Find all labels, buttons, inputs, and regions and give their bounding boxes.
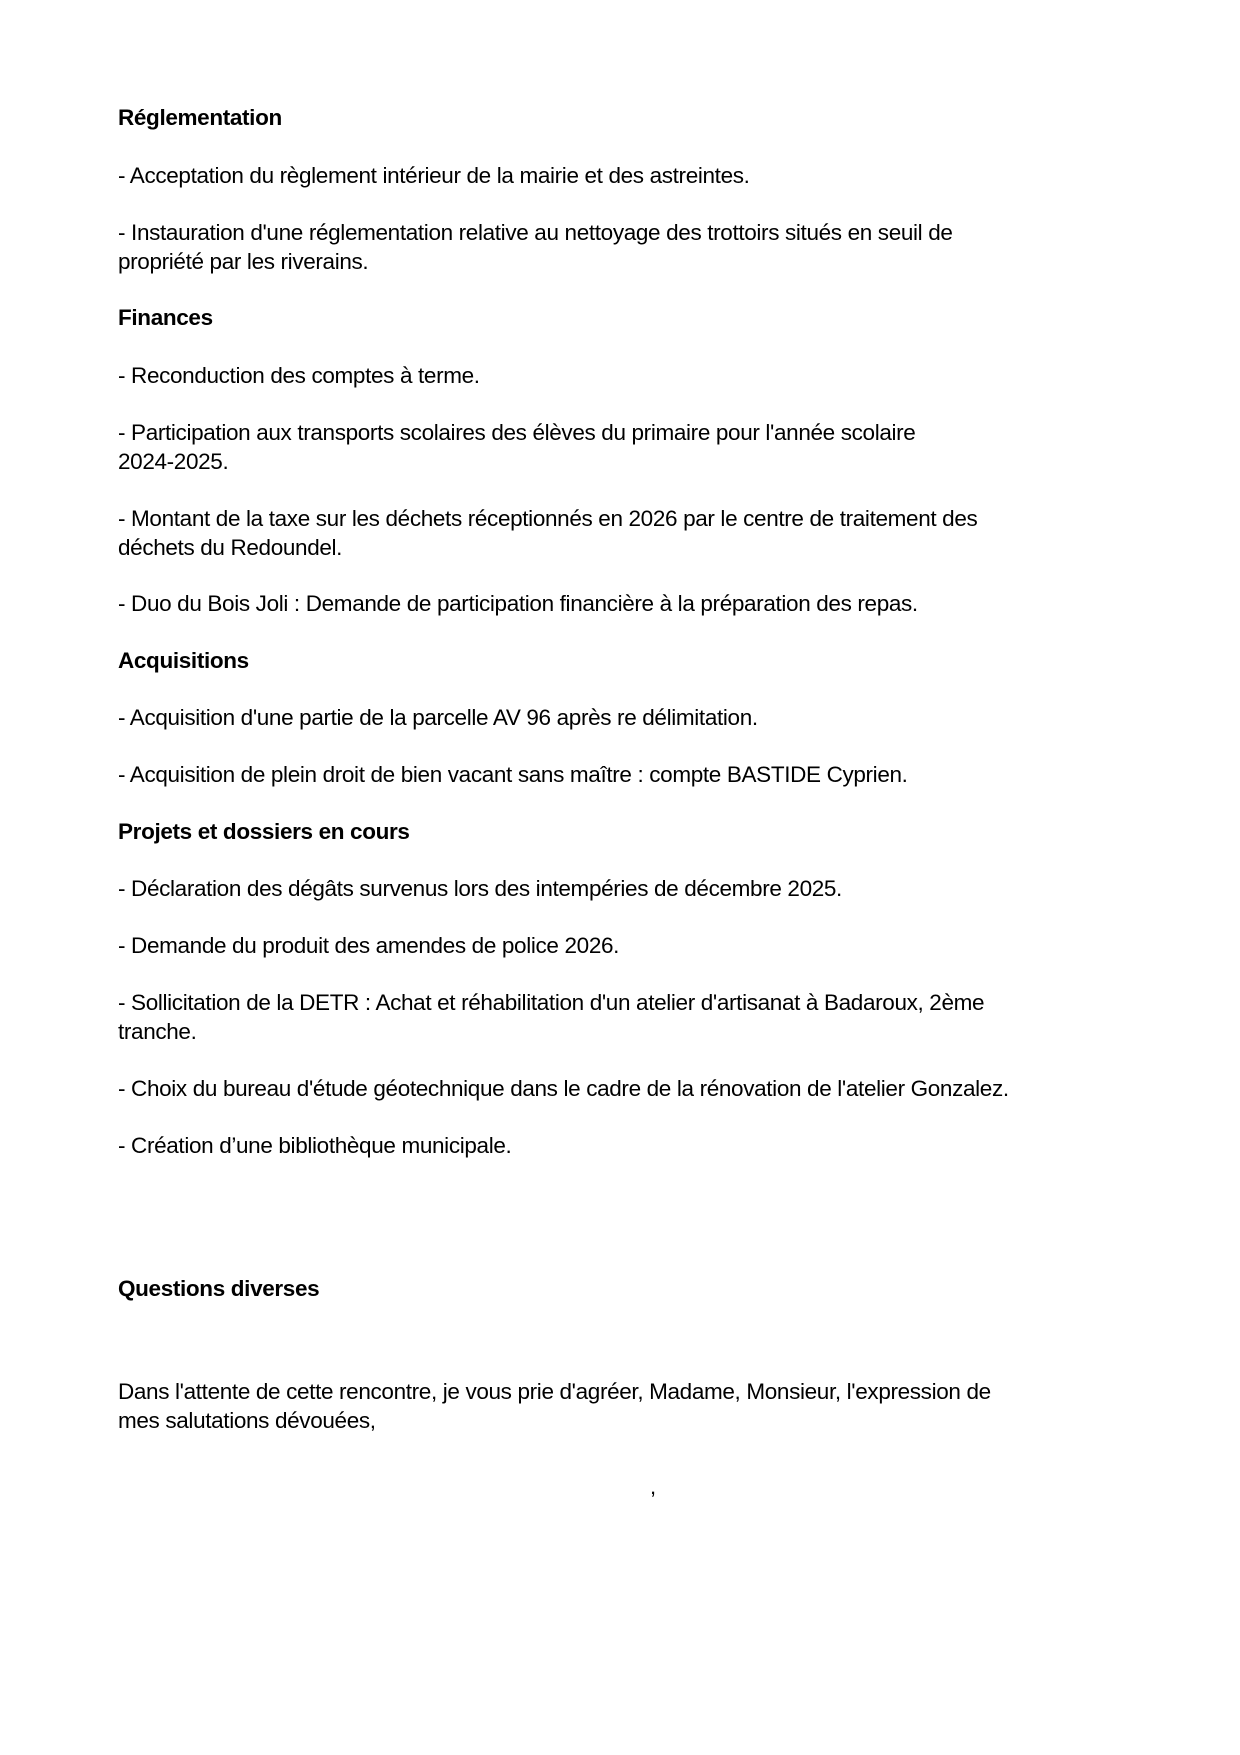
- list-item: - Déclaration des dégâts survenus lors des intempéries de décembre 2025.: [118, 876, 842, 901]
- list-item: - Instauration d'une réglementation relative au nettoyage des trottoirs situés en seuil de: [118, 220, 953, 245]
- list-item: - Montant de la taxe sur les déchets réceptionnés en 2026 par le centre de traitement des: [118, 506, 978, 531]
- section-heading-questions-diverses: Questions diverses: [118, 1276, 320, 1301]
- list-item-continuation: déchets du Redoundel.: [118, 535, 343, 560]
- list-item: - Acquisition d'une partie de la parcelle AV 96 après re délimitation.: [118, 705, 758, 730]
- list-item-continuation: 2024-2025.: [118, 449, 229, 474]
- list-item: - Participation aux transports scolaires des élèves du primaire pour l'année scolaire: [118, 420, 916, 445]
- signature-mark: ,: [650, 1474, 657, 1499]
- list-item: - Choix du bureau d'étude géotechnique dans le cadre de la rénovation de l'atelier Gonzalez.: [118, 1076, 1009, 1101]
- closing-paragraph-line: mes salutations dévouées,: [118, 1408, 376, 1433]
- list-item: - Demande du produit des amendes de police 2026.: [118, 933, 620, 958]
- section-heading-acquisitions: Acquisitions: [118, 648, 249, 673]
- list-item: - Sollicitation de la DETR : Achat et réhabilitation d'un atelier d'artisanat à Badaroux, 2ème: [118, 990, 985, 1015]
- list-item-continuation: tranche.: [118, 1019, 197, 1044]
- list-item-continuation: propriété par les riverains.: [118, 249, 369, 274]
- section-heading-finances: Finances: [118, 305, 213, 330]
- list-item: - Acceptation du règlement intérieur de la mairie et des astreintes.: [118, 163, 750, 188]
- closing-paragraph-line: Dans l'attente de cette rencontre, je vous prie d'agréer, Madame, Monsieur, l'expression de: [118, 1379, 991, 1404]
- section-heading-reglementation: Réglementation: [118, 105, 282, 130]
- list-item: - Reconduction des comptes à terme.: [118, 363, 480, 388]
- section-heading-projets: Projets et dossiers en cours: [118, 819, 410, 844]
- list-item: - Création d’une bibliothèque municipale.: [118, 1133, 512, 1158]
- list-item: - Duo du Bois Joli : Demande de participation financière à la préparation des repas.: [118, 591, 918, 616]
- list-item: - Acquisition de plein droit de bien vacant sans maître : compte BASTIDE Cyprien.: [118, 762, 908, 787]
